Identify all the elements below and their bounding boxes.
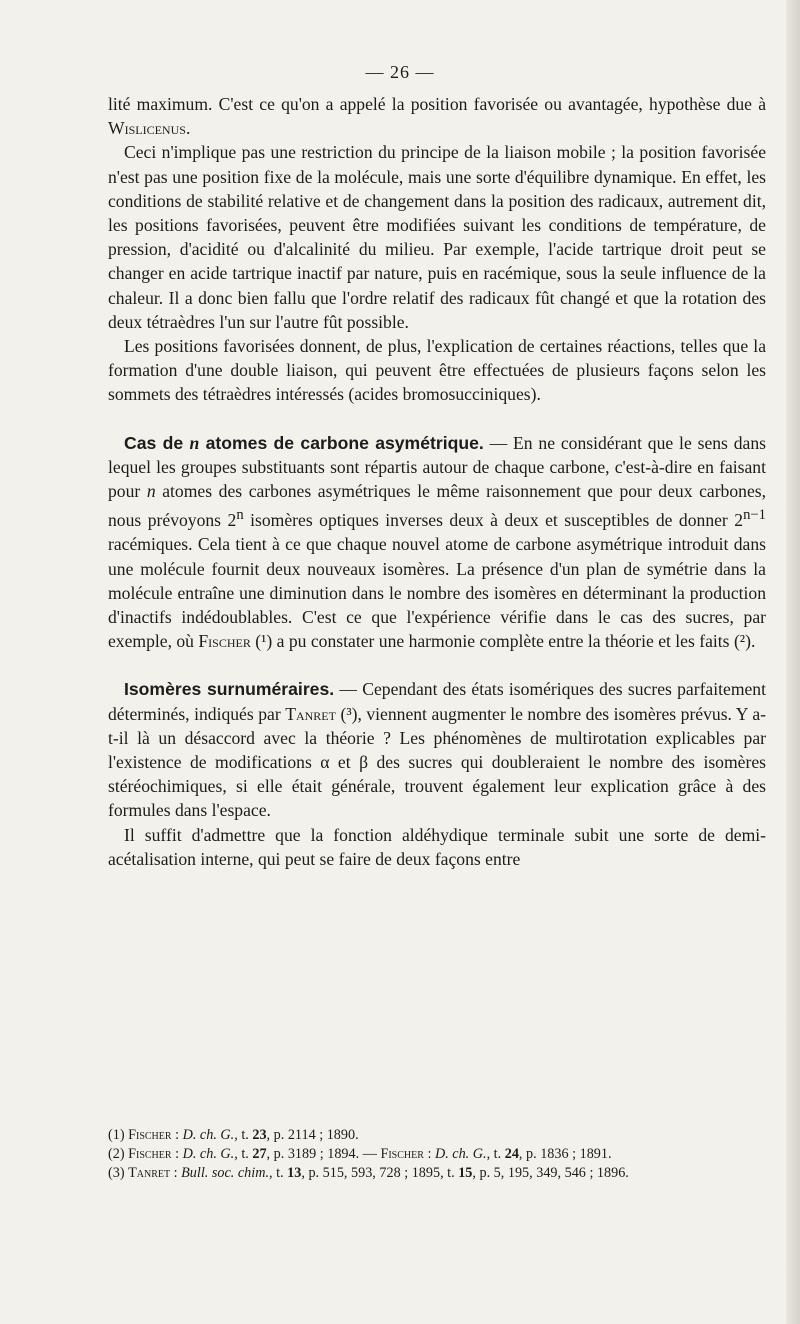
footnote-text: , p. 515, 593, 728 ; 1895, t.: [301, 1165, 459, 1181]
section-heading-asymmetric: [124, 433, 484, 453]
section1-text-1: — En ne considérant que le sens dans lequel les groupes substituants sont répartis autour de chaque carbone, c'est-à-dire en faisant pour: [108, 432, 766, 502]
footnote-text: , p. 2114 ; 1890.: [266, 1127, 359, 1143]
footnote-journal: Bull. soc. chim.: [181, 1165, 270, 1181]
page-edge-shadow: [786, 0, 800, 1324]
footnote-author: Fischer: [380, 1146, 424, 1162]
page-number: — 26 —: [365, 62, 435, 82]
paragraph-1-text: lité maximum. C'est ce qu'on a appelé la position favorisée ou avantagée, hypothèse due à: [108, 94, 766, 114]
section-asymmetric-carbons: [108, 431, 766, 654]
section1-text-2: atomes des carbones asymétriques le même raisonnement que pour deux carbones, nous prévoyons 2: [108, 481, 766, 531]
paragraph-3: Les positions favorisées donnent, de plus, l'explication de certaines réactions, telles que la formation d'une double liaison, qui peuvent être effectuées de plusieurs façons selon les sommets des tétraèdres intéressés (acides bromosucciniques).: [108, 336, 766, 405]
footnotes: [108, 1126, 768, 1183]
author-fischer: Fischer: [198, 631, 251, 652]
paragraph-last: Il suffit d'admettre que la fonction aldéhydique terminale subit une sorte de demi-acétalisation interne, qui peut se faire de deux façons entre: [108, 824, 766, 869]
footnote-number: (2): [108, 1146, 125, 1162]
footnote-ref-1: (¹): [255, 631, 273, 652]
footnote-journal: D. ch. G.: [182, 1146, 235, 1162]
heading-part-b: atomes de carbone asymétrique.: [205, 432, 484, 453]
footnote-journal: D. ch. G.: [182, 1127, 235, 1143]
footnote-volume: 23: [252, 1127, 267, 1143]
heading-part-a: Cas de: [124, 432, 184, 453]
section1-text-6: .: [750, 631, 756, 652]
section2-text-2: , viennent augmenter le nombre des isomères prévus. Y a-t-il là un désaccord avec la théorie ? Les phénomènes de multirotation explicables par l'existence de modifications α et β des sucres qui doubleraient le nombre des isomères stéréochimiques, si elle était générale, trouvent également leur explication grâce à des formules dans l'espace.: [108, 703, 767, 821]
footnote-ref-2: (²): [733, 631, 751, 652]
author-wislicenus: Wislicenus: [108, 118, 186, 139]
section-isomeres-surnumeraires: [108, 677, 766, 822]
footnote-journal: D. ch. G.: [434, 1146, 487, 1162]
footnote-author: Tanret: [128, 1165, 171, 1181]
footnote-volume: 27: [252, 1146, 267, 1162]
section1-text-5: a pu constater une harmonie complète entre la théorie et les faits: [276, 631, 730, 652]
footnote-author: Fischer: [128, 1146, 172, 1162]
footnote-number: (3): [108, 1165, 125, 1181]
variable-n: n: [146, 481, 156, 502]
author-tanret: Tanret: [285, 703, 336, 724]
section2-text-1: — Cependant des états isomériques des sucres parfaitement déterminés, indiqués par: [108, 679, 766, 724]
paragraph-1: [108, 92, 766, 140]
exponent-n: n: [236, 507, 244, 524]
paragraph-1-end: .: [185, 118, 191, 139]
footnote-text: , p. 3189 ; 1894. —: [266, 1146, 381, 1162]
section-heading-isomeres: Isomères surnuméraires.: [124, 679, 335, 700]
footnote-text: , t.: [269, 1165, 288, 1181]
footnote-author: Fischer: [128, 1127, 172, 1143]
footnote-text: , t.: [234, 1127, 253, 1143]
section1-text-3: isomères optiques inverses deux à deux et susceptibles de donner 2: [243, 510, 744, 531]
footnote-text: , t.: [486, 1146, 505, 1162]
footnote-number: (1): [108, 1127, 125, 1143]
exponent-n-minus-1: n−1: [743, 507, 766, 524]
footnote-text: , p. 5, 195, 349, 546 ; 1896.: [472, 1165, 629, 1181]
paragraph-2: Ceci n'implique pas une restriction du principe de la liaison mobile ; la position favorisée n'est pas une position fixe de la molécule, mais une sorte d'équilibre dynamique. En effet, les conditions de stabilité relative et de changement dans la position des radicaux, autrement dit, les positions favorisées, peuvent être modifiées suivant les conditions de température, de pression, d'acidité ou d'alcalinité du milieu. Par exemple, l'acide tartrique droit peut se changer en acide tartrique inactif par nature, puis en racémique, sous la seule influence de la chaleur. Il a donc bien fallu que l'ordre relatif des radicaux fût changé et que la rotation des deux tétraèdres l'un sur l'autre fût possible.: [108, 142, 766, 332]
footnote-text: , t.: [234, 1146, 253, 1162]
footnote-volume: 24: [504, 1146, 519, 1162]
footnote-ref-3: (³): [340, 703, 358, 724]
section1-text-4: racémiques. Cela tient à ce que chaque nouvel atome de carbone asymétrique introduit dans une molécule fournit deux nouveaux isomères. La présence d'un plan de symétrie dans la molécule entraîne une diminution dans le nombre des isomères en déterminant la production d'inactifs indédoublables. C'est ce que l'expérience vérifie dans le cas des sucres, par exemple, où: [108, 534, 766, 652]
footnote-2: (2) Fischer : D. ch. G., t. 27, p. 3189 ; 1894. — Fischer : D. ch. G., t. 24, p. 1836 ; 1891.: [108, 1146, 612, 1162]
footnote-volume: 15: [458, 1165, 473, 1181]
footnote-1: (1) Fischer : D. ch. G., t. 23, p. 2114 ; 1890.: [108, 1127, 359, 1143]
footnote-volume: 13: [287, 1165, 302, 1181]
heading-n: n: [189, 432, 200, 453]
footnote-3: (3) Tanret : Bull. soc. chim., t. 13, p. 515, 593, 728 ; 1895, t. 15, p. 5, 195, 349, 546 ; 1896.: [108, 1165, 629, 1181]
footnote-text: , p. 1836 ; 1891.: [518, 1146, 612, 1162]
main-text: [108, 92, 766, 871]
